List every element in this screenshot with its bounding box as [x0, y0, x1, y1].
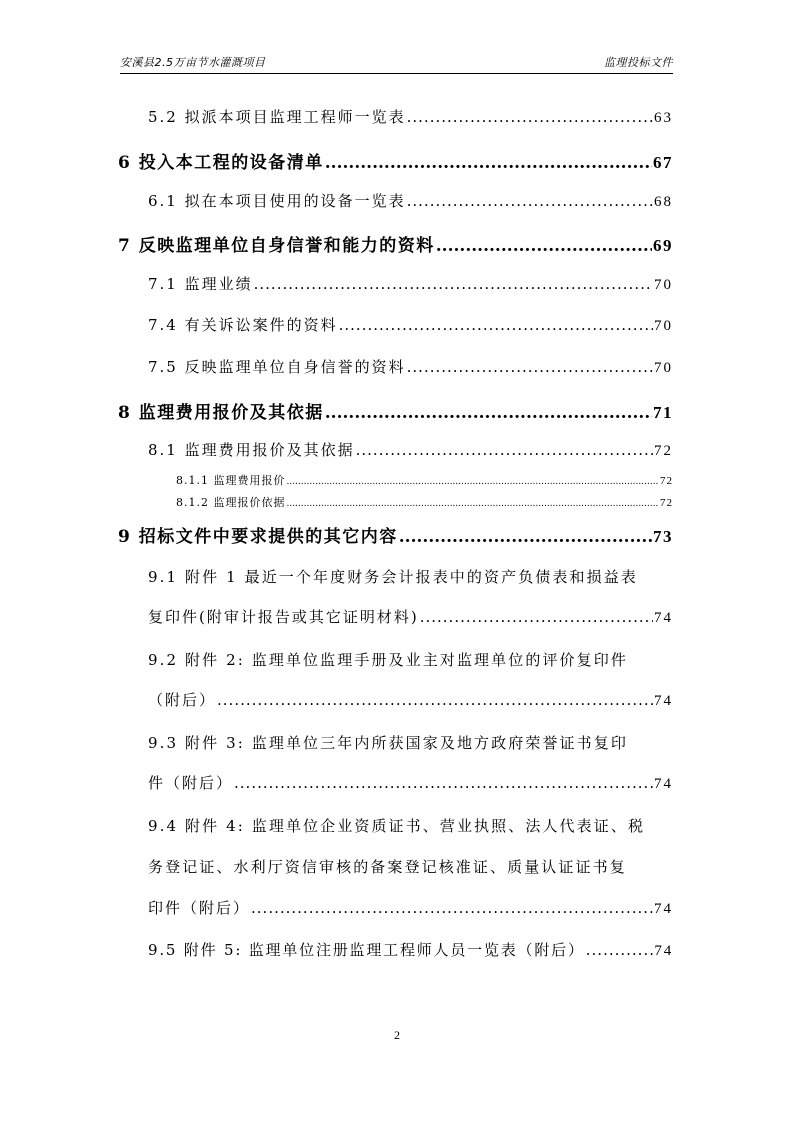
toc-entry-7-1[interactable]	[148, 273, 673, 294]
toc-entry-9-4-line2[interactable]: 务登记证、水利厅资信审核的备案登记核准证、质量认证证书复	[148, 858, 627, 876]
toc-dot-leader	[407, 108, 653, 126]
toc-page-number: 69	[653, 236, 673, 255]
page-number: 2	[394, 1028, 400, 1042]
toc-entry-title: 9.5 附件 5: 监理单位注册监理工程师人员一览表（附后）	[148, 941, 585, 959]
toc-page-number: 68	[654, 194, 673, 210]
toc-page-number: 70	[654, 277, 673, 293]
toc-entry-title: 5.2 拟派本项目监理工程师一览表	[148, 108, 406, 126]
toc-entry-7[interactable]	[118, 231, 673, 256]
toc-page-number: 63	[654, 110, 673, 126]
toc-entry-title: 8.1.1 监理费用报价	[176, 474, 286, 487]
toc-entry-9-3[interactable]	[148, 772, 673, 793]
toc-entry-8-1[interactable]	[148, 439, 673, 460]
toc-dot-leader	[407, 192, 653, 210]
toc-entry-7-4[interactable]	[148, 314, 673, 335]
toc-entry-9-5[interactable]	[148, 939, 673, 960]
toc-page-number: 67	[653, 153, 673, 172]
toc-dot-leader	[234, 774, 653, 792]
toc-entry-8-1-1[interactable]	[176, 472, 673, 488]
toc-entry-9-2-line1[interactable]: 9.2 附件 2: 监理单位监理手册及业主对监理单位的评价复印件	[148, 651, 628, 669]
toc-dot-leader	[325, 153, 652, 173]
toc-dot-leader	[287, 496, 660, 509]
toc-entry-9-2[interactable]	[148, 689, 673, 710]
toc-entry-title: 7.4 有关诉讼案件的资料	[148, 316, 338, 334]
toc-dot-leader	[436, 236, 652, 256]
toc-dot-leader	[356, 441, 653, 459]
toc-entry-7-5[interactable]	[148, 356, 673, 377]
toc-entry-title: 印件（附后）	[148, 899, 251, 917]
toc-dot-leader	[339, 316, 653, 334]
header-project-title: 安溪县2.5万亩节水灌溉项目	[120, 56, 266, 69]
toc-dot-leader	[325, 403, 652, 423]
toc-page-number: 72	[660, 475, 673, 487]
toc-entry-title: 7.5 反映监理单位自身信誉的资料	[148, 358, 406, 376]
toc-dot-leader	[217, 691, 653, 709]
toc-page-number: 74	[654, 901, 673, 917]
toc-dot-leader	[399, 527, 652, 547]
toc-dot-leader	[586, 941, 654, 959]
toc-entry-title: 7.1 监理业绩	[148, 275, 253, 293]
toc-entry-9-4[interactable]	[148, 897, 673, 918]
toc-entry-6[interactable]	[118, 148, 673, 173]
toc-dot-leader	[287, 474, 660, 487]
toc-entry-title: 8.1.2 监理报价依据	[176, 496, 286, 509]
toc-entry-title: 件（附后）	[148, 774, 234, 792]
toc-entry-9-3-line1[interactable]: 9.3 附件 3: 监理单位三年内所获国家及地方政府荣誉证书复印	[148, 734, 628, 752]
toc-entry-title: 9 招标文件中要求提供的其它内容	[118, 527, 398, 547]
toc-entry-title: 8 监理费用报价及其依据	[118, 403, 324, 423]
toc-entry-9[interactable]	[118, 522, 673, 547]
toc-entry-title: 复印件(附审计报告或其它证明材料)	[148, 608, 419, 626]
toc-page-number: 74	[654, 943, 673, 959]
toc-page-number: 74	[654, 693, 673, 709]
toc-page-number: 74	[654, 776, 673, 792]
toc-dot-leader	[254, 275, 653, 293]
toc-page-number: 70	[654, 360, 673, 376]
toc-page-number: 72	[660, 497, 673, 509]
toc-page-number: 71	[653, 403, 673, 422]
toc-entry-title: 6.1 拟在本项目使用的设备一览表	[148, 192, 406, 210]
toc-entry-title: 6 投入本工程的设备清单	[118, 153, 324, 173]
toc-entry-8-1-2[interactable]	[176, 494, 673, 510]
toc-page-number: 70	[654, 318, 673, 334]
toc-entry-9-4-line1[interactable]: 9.4 附件 4: 监理单位企业资质证书、营业执照、法人代表证、税	[148, 817, 646, 835]
toc-dot-leader	[407, 358, 653, 376]
header-document-type: 监理投标文件	[604, 56, 673, 69]
toc-entry-5-2[interactable]	[148, 106, 673, 127]
toc-entry-title: 7 反映监理单位自身信誉和能力的资料	[118, 236, 435, 256]
toc-dot-leader	[420, 608, 653, 626]
toc-page-number: 73	[653, 527, 673, 546]
toc-entry-title: 8.1 监理费用报价及其依据	[148, 441, 355, 459]
toc-page-number: 74	[654, 610, 673, 626]
toc-entry-9-1-line1[interactable]: 9.1 附件 1 最近一个年度财务会计报表中的资产负债表和损益表	[148, 568, 638, 586]
toc-page-number: 72	[654, 443, 673, 459]
toc-dot-leader	[251, 899, 653, 917]
toc-entry-8[interactable]	[118, 398, 673, 423]
toc-entry-6-1[interactable]	[148, 190, 673, 211]
toc-entry-title: （附后）	[148, 691, 217, 709]
toc-entry-9-1[interactable]	[148, 606, 673, 627]
